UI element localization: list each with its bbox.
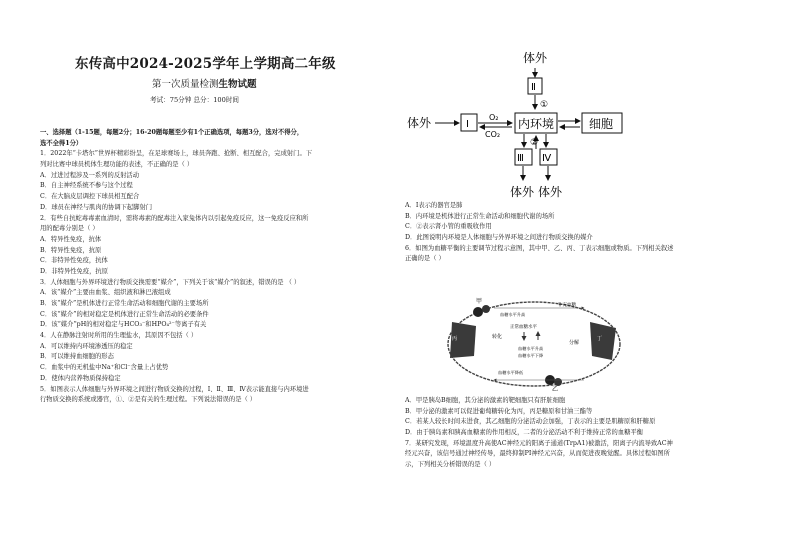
internal-env-label: 内环境 — [518, 117, 555, 131]
q4-option-d: D．使体内营养物质保持稳定 — [40, 374, 121, 382]
q2-stem-cont: 用的配毒分别是（ ） — [40, 225, 99, 233]
glucose-cycle-figure — [434, 294, 634, 392]
label-low: 血糖水平降低 — [498, 370, 524, 375]
q1-option-b: B．自主神经系统不参与这个过程 — [40, 182, 133, 190]
box-iii-label: Ⅲ — [517, 153, 524, 164]
q2-option-d: D．非特异性免疫，抗原 — [40, 267, 109, 275]
section-heading: 一、选择题（1-15题，每题2分；16-20题每题至少有1个正确选项，每题3分，选对不得分， — [40, 129, 304, 136]
q4-stem: 4．人在静脉注射时所用的生理盐水，其原因不包括（ ） — [40, 332, 198, 340]
q2-option-a: A．特异性免疫，抗体 — [40, 235, 102, 243]
q1-option-a: A．过进过程涉及一系列的反射活动 — [40, 171, 140, 179]
q1-stem-cont: 列对比赛中球员机体生理功能的表述，不正确的是（ ） — [40, 161, 194, 169]
label-ding: 丁 — [597, 336, 603, 342]
q5-option-d: D．此图说明内环境是人体细胞与外界环境之间进行物质交换的媒介 — [405, 234, 593, 242]
q6-option-c: C．若某人较长时间未进食，其乙细胞的分泌活动会加强，丁表示的主要是肌糖原和肝糖原 — [405, 418, 656, 426]
q6-stem-cont: 正确的是（ ） — [405, 255, 445, 263]
left-column — [40, 128, 392, 406]
box-ii-label: Ⅱ — [531, 82, 536, 93]
label-outside-bottom-left: 体外 — [510, 185, 535, 199]
label-outside-top: 体外 — [523, 51, 548, 65]
q1-option-c: C．在大脑皮层调控下球员相互配合 — [40, 193, 140, 201]
label-co2: CO₂ — [485, 130, 501, 139]
subtitle-bold: 生物试题 — [218, 79, 257, 90]
q3-option-c: C．该“媒介”的相对稳定是机体进行正常生命活动的必要条件 — [40, 310, 209, 318]
q4-option-c: C．血浆中的无机盐中Na⁺和Cl⁻含量上占优势 — [40, 364, 169, 372]
label-fenjie: 分解 — [569, 340, 580, 346]
q6-option-b: B．甲分泌的激素可以促进葡萄糖转化为丙，丙是糖原和甘油三酯等 — [405, 407, 593, 415]
mark-1: ① — [540, 100, 549, 110]
q1-option-d: D．球员在神经与肌肉的协调下起脚射门 — [40, 203, 153, 211]
label-sugar-up: 血糖水平升高 — [518, 346, 544, 351]
q2-stem: 2．有些自抗蛇毒毒素血清时，需将毒素的配毒注入家兔体内以引起免疫反应，这一免疫反应和所 — [40, 214, 309, 222]
q6-option-d: D．由于胰岛素和胰高血糖素的作用相反，二者的分泌活动不利于维持正常的血糖平衡 — [405, 429, 644, 437]
jia-cells-2 — [482, 305, 490, 313]
exam-subtitle — [152, 76, 257, 90]
q3-option-d: D．该“媒介”pH的相对稳定与HCO₃⁻和HPO₄²⁻等离子有关 — [40, 321, 207, 329]
exam-title: 东传高中2024-2025学年上学期高二年级 — [75, 56, 336, 72]
q2-option-b: B．特异性免疫，抗原 — [40, 246, 102, 254]
box-i — [461, 114, 477, 131]
box-i-label: Ⅰ — [466, 119, 469, 130]
q7-stem-cont: 经元兴奋，该信号通过神经传导，最终抑制PI神经元兴奋，从而促进夜晚觉醒。具体过程如图所 — [405, 450, 670, 458]
q1-stem: 1．2022年“卡塔尔”世界杯精彩纷呈，在足球赛场上，球员奔跑、抢断、相互配合，完成射门。下 — [40, 150, 313, 158]
exchange-diagram — [405, 44, 635, 200]
label-normal: 正常血糖水平 — [510, 325, 537, 330]
cell-label: 细胞 — [589, 117, 614, 131]
q7-stem: 7．某研究发现，环境温度升高使AC神经元的阳离子通道(TrpA1)被激活，阳离子内流导致AC神 — [405, 439, 673, 447]
label-high: 血糖水平升高 — [500, 312, 526, 317]
section-heading-cont: 选不全得1分） — [40, 139, 83, 147]
q7-stem-end: 示，下列相关分析错误的是（ ） — [405, 461, 496, 469]
label-jia: 甲 — [476, 298, 483, 305]
liver-right — [590, 322, 616, 360]
jia-cells — [473, 307, 483, 317]
box-iv-label: Ⅳ — [542, 153, 552, 164]
label-zhuanhua: 转化 — [492, 334, 503, 340]
q5-stem-cont: 行物质交换的系统或器官，①、②是有关的生理过程。下列说法错误的是（ ） — [40, 396, 257, 404]
q4-option-b: B．可以维持血细胞的形态 — [40, 353, 114, 361]
q3-option-b: B．该“媒介”是机体进行正常生命活动和细胞代谢的主要场所 — [40, 300, 209, 307]
label-sugar-down: 血糖水平下降 — [518, 353, 544, 358]
label-outside-bottom-right: 体外 — [538, 185, 563, 199]
q6-option-a: A．甲是胰岛B细胞，其分泌的激素的靶细胞只有肝脏细胞 — [405, 397, 566, 404]
label-bing: 丙 — [452, 336, 458, 342]
right-column-top — [405, 201, 777, 265]
q5-stem: 5．如图表示人体细胞与外界环境之间进行物质交换的过程，Ⅰ、Ⅱ、Ⅲ、Ⅳ表示能直接与内环境进 — [40, 385, 309, 393]
q5-option-c: C．②表示肾小管的重吸收作用 — [405, 223, 492, 231]
q6-stem: 6．如图为血糖平衡的主要调节过程示意图，其中甲、乙、丙、丁表示细胞或物质。下列相关叙述 — [405, 244, 674, 252]
q2-option-c: C．非特异性免疫，抗体 — [40, 257, 108, 265]
q3-stem: 3．人体细胞与外界环境进行物质交换需要“媒介”，下列关于该“媒介”的叙述，错误的是 （ ） — [40, 278, 301, 286]
right-column-bottom — [405, 396, 777, 471]
q5-option-a: A．Ⅰ表示的器官是肺 — [405, 202, 463, 209]
q5-option-b: B．内环境是机体进行正常生命活动和细胞代谢的场所 — [405, 212, 555, 220]
mark-2: ② — [530, 138, 539, 148]
label-supply: 补充血糖 — [558, 303, 576, 308]
label-outside-left: 体外 — [407, 116, 432, 130]
exam-info: 考试：75分钟 总分：100时间 — [150, 96, 240, 104]
label-yi: 乙 — [552, 386, 559, 392]
yi-cells-2 — [554, 378, 562, 386]
q4-option-a: A．可以维持内环境渗透压的稳定 — [40, 342, 133, 350]
label-o2: O₂ — [489, 113, 499, 122]
q3-option-a: A．该“媒介”主要由血浆、组织液和淋巴液组成 — [40, 289, 171, 297]
subtitle-plain: 第一次质量检测 — [152, 79, 219, 90]
